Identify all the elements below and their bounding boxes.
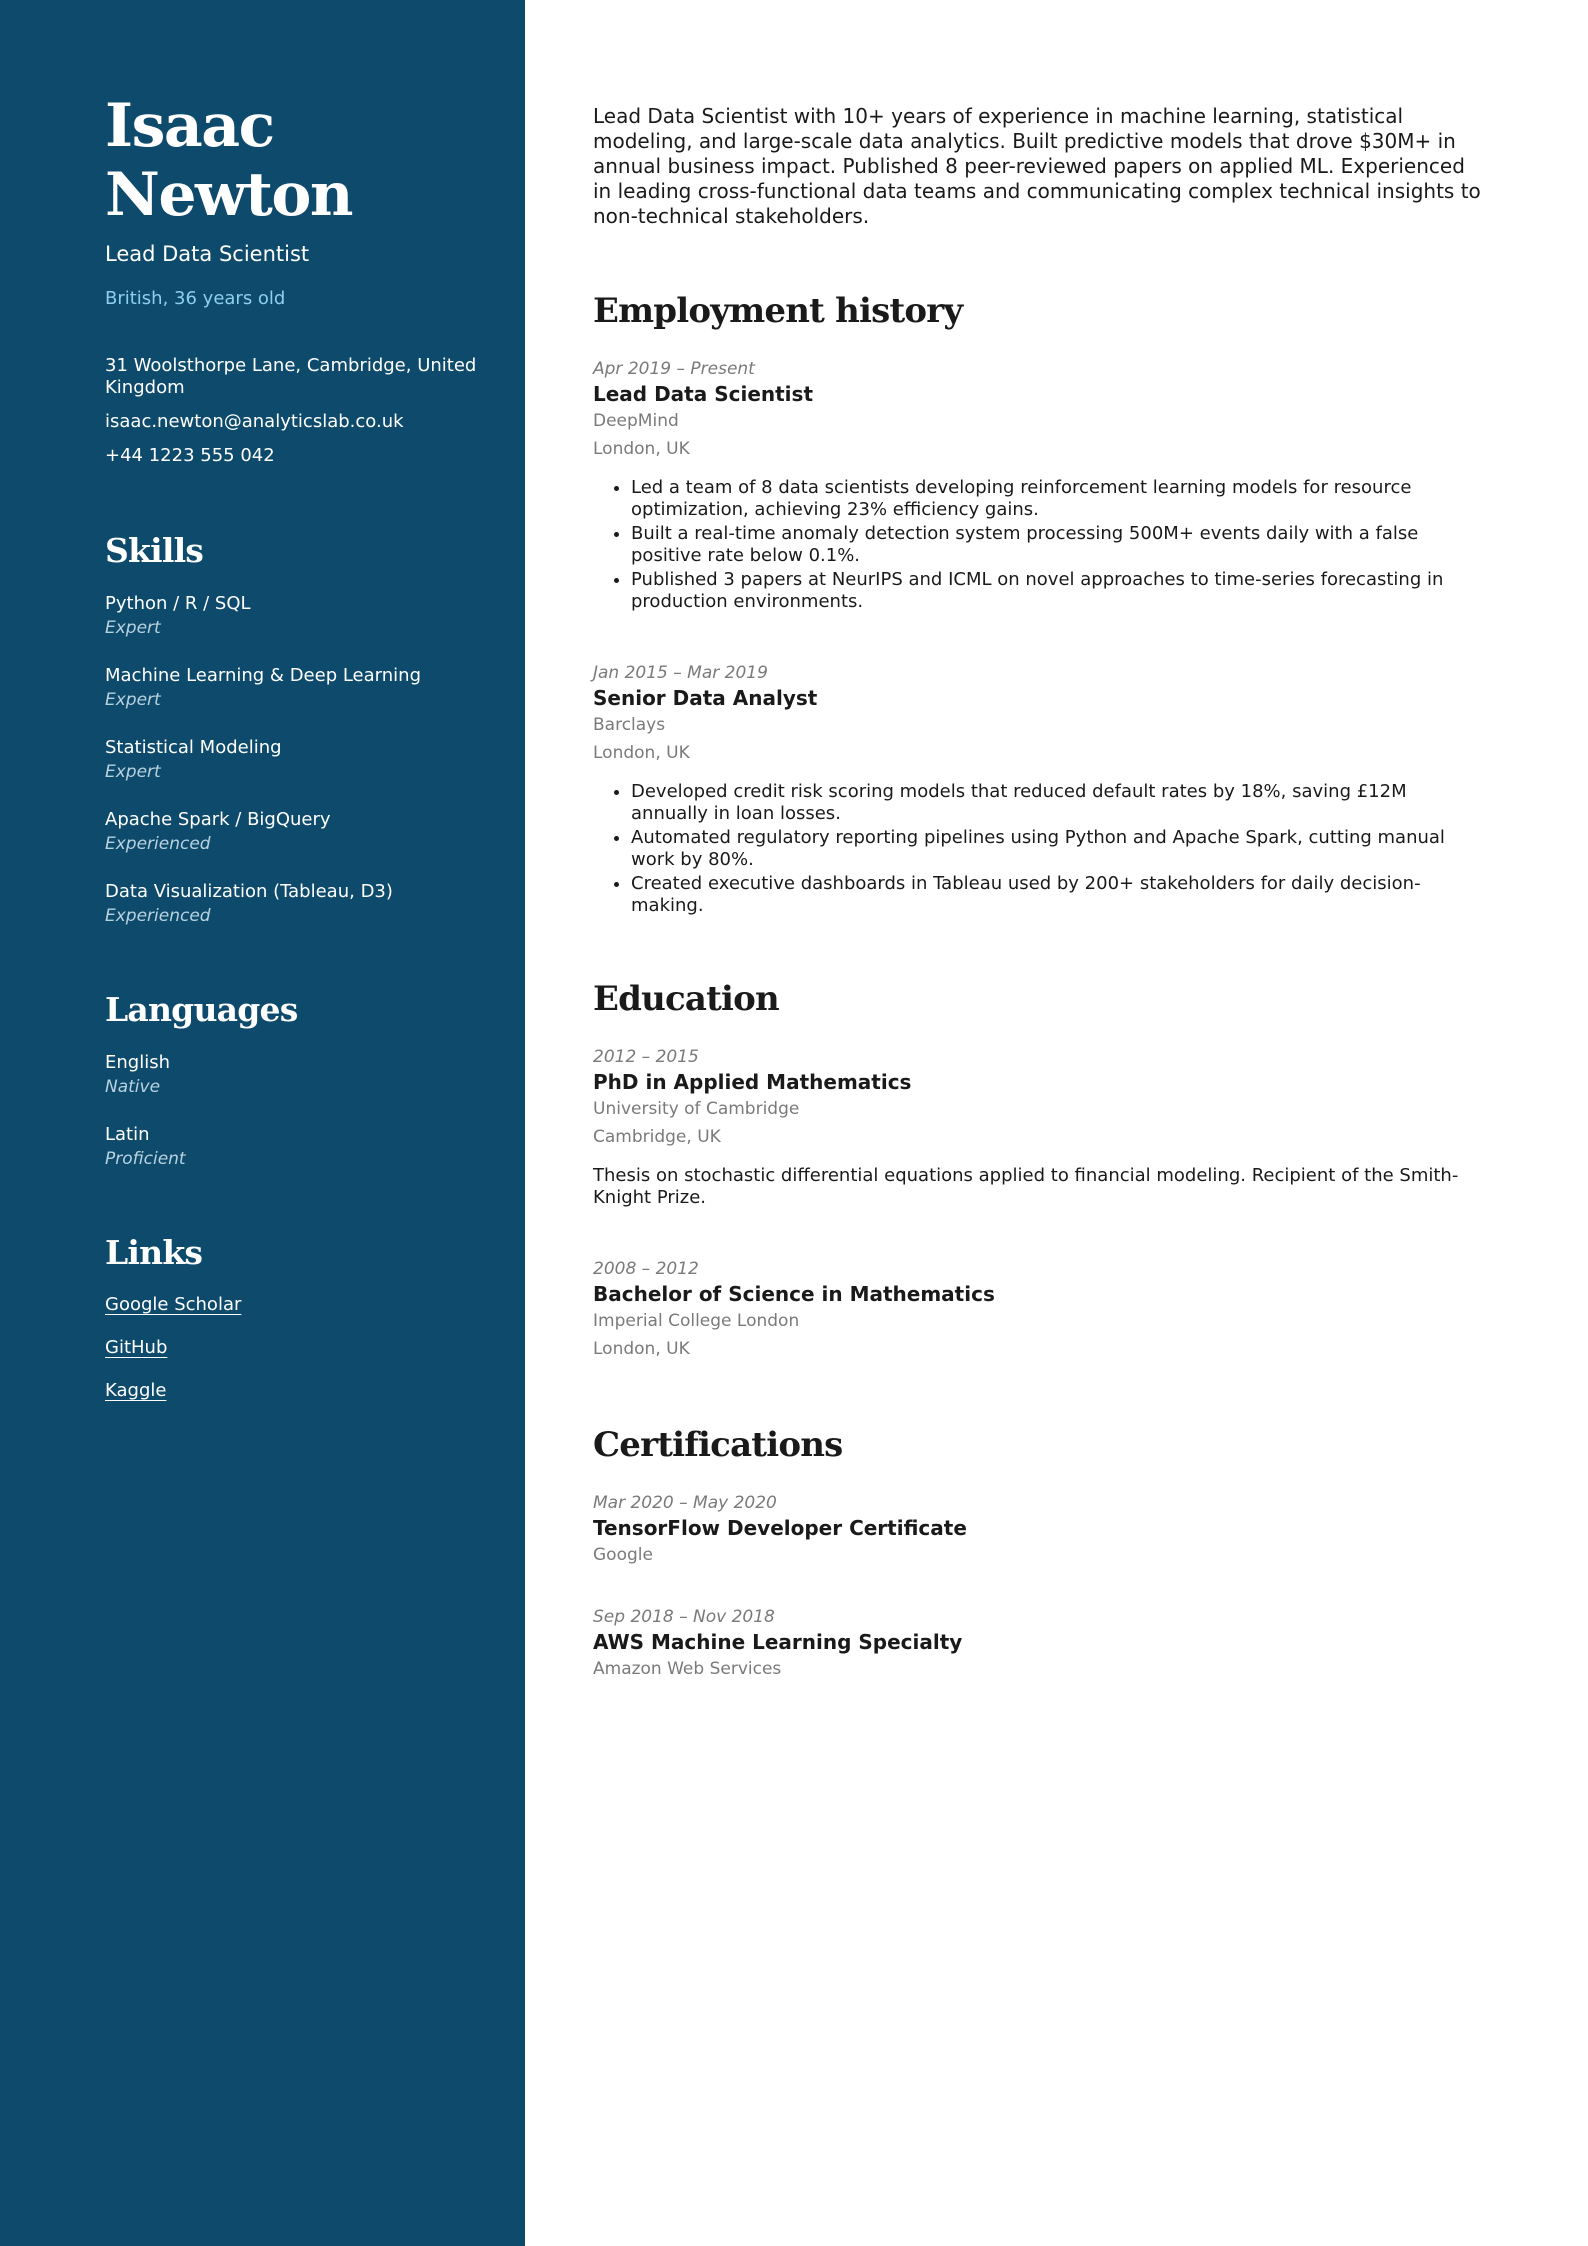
certification-name: TensorFlow Developer Certificate <box>593 1516 967 1540</box>
language-level: Proficient <box>105 1149 186 1169</box>
education-dates: 2008 – 2012 <box>593 1259 699 1279</box>
job-bullets <box>593 477 1488 613</box>
certification-issuer: Amazon Web Services <box>593 1659 782 1679</box>
job-company: DeepMind <box>593 411 679 431</box>
certification-dates: Mar 2020 – May 2020 <box>593 1493 777 1513</box>
employment-section <box>593 291 1488 917</box>
skill-item <box>105 736 485 784</box>
link-github[interactable]: GitHub <box>105 1337 168 1358</box>
skill-name: Python / R / SQL <box>105 593 251 614</box>
job-bullet: • Developed credit risk scoring models that reduced default rates by 18%, saving £12M annually in loan losses. <box>631 781 1488 825</box>
skill-level: Expert <box>105 690 161 710</box>
skill-name: Statistical Modeling <box>105 737 282 758</box>
link-google-scholar[interactable]: Google Scholar <box>105 1294 242 1315</box>
education-entry <box>593 1045 1488 1209</box>
job-dates: Jan 2015 – Mar 2019 <box>593 663 768 683</box>
job-bullet: • Automated regulatory reporting pipelines using Python and Apache Spark, cutting manual work by 80%. <box>631 827 1488 871</box>
link-row <box>105 1294 485 1315</box>
skill-item <box>105 592 485 640</box>
certifications-section <box>593 1425 1488 1683</box>
certification-name: AWS Machine Learning Specialty <box>593 1630 963 1654</box>
certification-issuer: Google <box>593 1545 653 1565</box>
job-bullet: • Created executive dashboards in Tableau used by 200+ stakeholders for daily decision-making. <box>631 873 1488 917</box>
certification-entry <box>593 1605 1488 1683</box>
skill-item <box>105 664 485 712</box>
language-level: Native <box>105 1077 161 1097</box>
certification-entry <box>593 1491 1488 1569</box>
candidate-name: Isaac Newton <box>105 91 353 230</box>
links-section <box>105 1233 485 1401</box>
phone: +44 1223 555 042 <box>105 445 275 466</box>
languages-section <box>105 990 485 1171</box>
candidate-title: Lead Data Scientist <box>105 242 310 266</box>
contact-block <box>105 355 485 467</box>
links-heading: Links <box>105 1233 203 1272</box>
job-title: Senior Data Analyst <box>593 686 818 710</box>
education-description: Thesis on stochastic differential equations applied to financial modeling. Recipient of the Smith-Knight Prize. <box>593 1165 1459 1208</box>
job-location: London, UK <box>593 439 690 459</box>
profile-summary: Lead Data Scientist with 10+ years of experience in machine learning, statistical modeling, and large-scale data analytics. Built predictive models that drove $30M+ in annual business impact. Published 8 peer-reviewed papers on applied ML. Experienced in leading cross-functional data teams and communicating complex technical insights to non-technical stakeholders. <box>593 104 1481 228</box>
email: isaac.newton@analyticslab.co.uk <box>105 411 404 432</box>
certifications-heading: Certifications <box>593 1425 843 1465</box>
education-entry <box>593 1257 1488 1363</box>
education-heading: Education <box>593 979 779 1019</box>
skill-item <box>105 880 485 928</box>
job-entry <box>593 661 1488 917</box>
education-school: Imperial College London <box>593 1311 800 1331</box>
certification-dates: Sep 2018 – Nov 2018 <box>593 1607 775 1627</box>
link-row <box>105 1380 485 1401</box>
employment-heading: Employment history <box>593 291 963 331</box>
job-location: London, UK <box>593 743 690 763</box>
job-bullets <box>593 781 1488 917</box>
job-entry <box>593 357 1488 613</box>
sidebar <box>0 0 525 2246</box>
education-section <box>593 979 1488 1363</box>
skill-item <box>105 808 485 856</box>
language-name: Latin <box>105 1124 150 1145</box>
education-degree: Bachelor of Science in Mathematics <box>593 1282 995 1306</box>
language-name: English <box>105 1052 170 1073</box>
job-dates: Apr 2019 – Present <box>593 359 755 379</box>
skills-heading: Skills <box>105 531 204 570</box>
education-degree: PhD in Applied Mathematics <box>593 1070 912 1094</box>
languages-heading: Languages <box>105 990 298 1029</box>
job-bullet: • Led a team of 8 data scientists developing reinforcement learning models for resource optimization, achieving 23% efficiency gains. <box>631 477 1488 521</box>
education-location: London, UK <box>593 1339 690 1359</box>
education-school: University of Cambridge <box>593 1099 800 1119</box>
job-company: Barclays <box>593 715 666 735</box>
main-content <box>525 0 1588 2246</box>
link-row <box>105 1337 485 1358</box>
link-kaggle[interactable]: Kaggle <box>105 1380 167 1401</box>
skill-name: Apache Spark / BigQuery <box>105 809 331 830</box>
job-bullet: • Built a real-time anomaly detection system processing 500M+ events daily with a false positive rate below 0.1%. <box>631 523 1488 567</box>
personal-details: British, 36 years old <box>105 288 286 309</box>
skill-name: Machine Learning & Deep Learning <box>105 665 421 686</box>
skill-level: Expert <box>105 762 161 782</box>
skill-level: Expert <box>105 618 161 638</box>
skill-name: Data Visualization (Tableau, D3) <box>105 881 393 902</box>
skill-level: Experienced <box>105 834 211 854</box>
job-title: Lead Data Scientist <box>593 382 813 406</box>
skill-level: Experienced <box>105 906 211 926</box>
skills-section <box>105 531 485 928</box>
education-location: Cambridge, UK <box>593 1127 721 1147</box>
address: 31 Woolsthorpe Lane, Cambridge, United Kingdom <box>105 355 477 398</box>
job-bullet: • Published 3 papers at NeurIPS and ICML on novel approaches to time-series forecasting in production environments. <box>631 569 1488 613</box>
language-item <box>105 1051 485 1099</box>
language-item <box>105 1123 485 1171</box>
education-dates: 2012 – 2015 <box>593 1047 699 1067</box>
